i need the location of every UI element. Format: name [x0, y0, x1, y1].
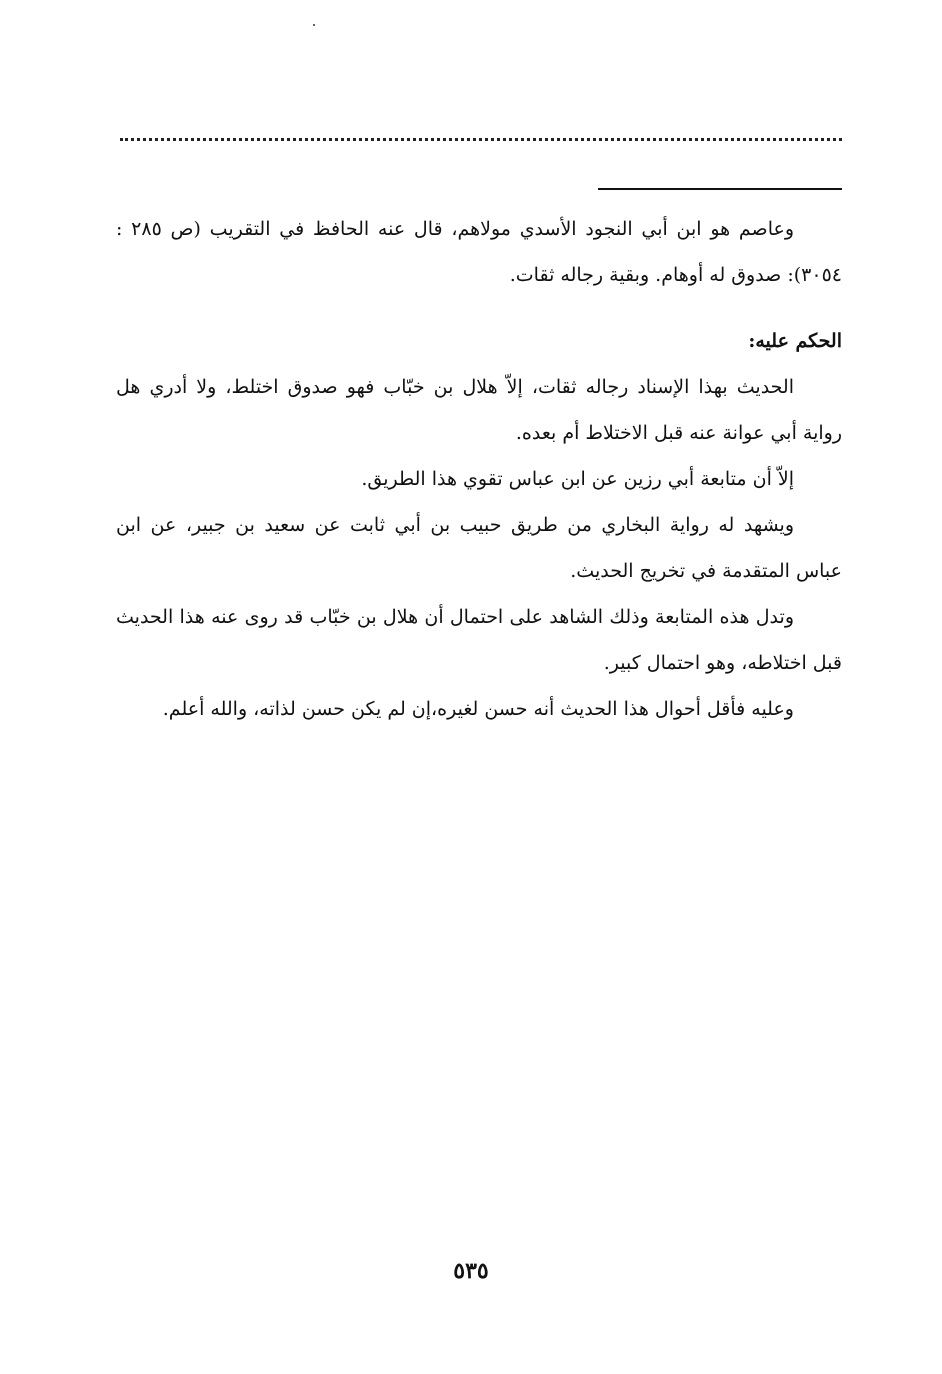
footnote-paragraph: وعاصم هو ابن أبي النجود الأسدي مولاهم، قال عنه الحافظ في التقريب (ص ٢٨٥ : ٣٠٥٤): صدوق له أوهام. وبقية رجاله ثقات. [116, 218, 842, 286]
section-heading: الحكم عليه: [748, 330, 842, 352]
scan-speck [313, 24, 315, 26]
ruling-paragraph: الحديث بهذا الإسناد رجاله ثقات، إلاّ هلال بن خبّاب فهو صدوق اختلط، ولا أدري هل رواية أبي عوانة عنه قبل الاختلاط أم بعده. [116, 376, 842, 444]
ruling-paragraph: ويشهد له رواية البخاري من طريق حبيب بن أبي ثابت عن سعيد بن جبير، عن ابن عباس المتقدمة في تخريج الحديث. [116, 514, 842, 582]
ruling-paragraph: وتدل هذه المتابعة وذلك الشاهد على احتمال أن هلال بن خبّاب قد روى عنه هذا الحديث قبل اختلاطه، وهو احتمال كبير. [116, 606, 842, 674]
footnote-rule [598, 188, 842, 190]
page-body [116, 206, 842, 732]
dotted-separator [120, 138, 842, 141]
ruling-paragraph: وعليه فأقل أحوال هذا الحديث أنه حسن لغيره،إن لم يكن حسن لذاته، والله أعلم. [162, 698, 794, 720]
page-number: ٥٣٥ [453, 1258, 489, 1284]
ruling-paragraph: إلاّ أن متابعة أبي رزين عن ابن عباس تقوي هذا الطريق. [361, 468, 794, 490]
